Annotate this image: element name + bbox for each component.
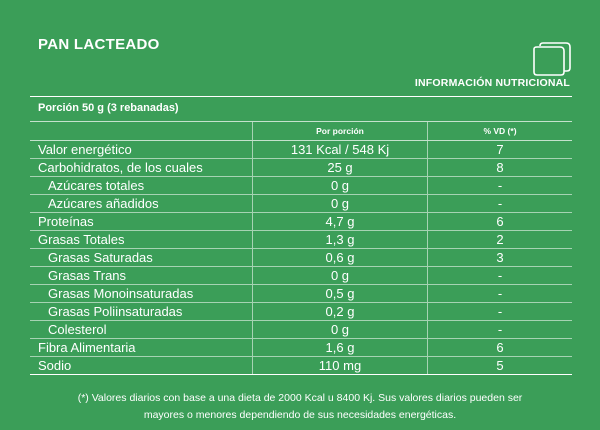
table-row bbox=[30, 267, 572, 285]
nutrient-vd: 8 bbox=[428, 159, 573, 177]
nutrient-name: Grasas Monoinsaturadas bbox=[30, 285, 253, 303]
nutrient-vd: - bbox=[428, 303, 573, 321]
nutrient-amount: 25 g bbox=[253, 159, 428, 177]
nutrient-amount: 1,3 g bbox=[253, 231, 428, 249]
header-daily-value: % VD (*) bbox=[428, 122, 573, 141]
nutrient-vd: - bbox=[428, 195, 573, 213]
nutrient-vd: - bbox=[428, 285, 573, 303]
nutrient-vd: 6 bbox=[428, 213, 573, 231]
nutrient-name: Valor energético bbox=[30, 141, 253, 159]
nutrient-amount: 0,2 g bbox=[253, 303, 428, 321]
nutrient-name: Proteínas bbox=[30, 213, 253, 231]
nutrient-name: Colesterol bbox=[30, 321, 253, 339]
footnote-line: (*) Valores diarios con base a una dieta de 2000 Kcal u 8400 Kj. Sus valores diarios pueden ser bbox=[77, 392, 523, 404]
portion-size: Porción 50 g (3 rebanadas) bbox=[38, 102, 179, 114]
table-row bbox=[30, 195, 572, 213]
nutrient-amount: 0,5 g bbox=[253, 285, 428, 303]
table-row bbox=[30, 159, 572, 177]
nutrient-vd: 6 bbox=[428, 339, 573, 357]
table-row bbox=[30, 339, 572, 357]
table-row bbox=[30, 303, 572, 321]
nutrient-name: Grasas Trans bbox=[30, 267, 253, 285]
nutrient-name: Grasas Totales bbox=[30, 231, 253, 249]
nutrient-vd: 2 bbox=[428, 231, 573, 249]
nutrient-vd: - bbox=[428, 267, 573, 285]
nutrient-name: Azúcares totales bbox=[30, 177, 253, 195]
nutrient-amount: 110 mg bbox=[253, 357, 428, 375]
nutrient-name: Grasas Poliinsaturadas bbox=[30, 303, 253, 321]
nutrient-amount: 0 g bbox=[253, 195, 428, 213]
nutrient-amount: 0,6 g bbox=[253, 249, 428, 267]
nutrition-table bbox=[30, 122, 572, 375]
nutrient-vd: 5 bbox=[428, 357, 573, 375]
nutrient-amount: 131 Kcal / 548 Kj bbox=[253, 141, 428, 159]
bread-slices-icon bbox=[530, 42, 572, 76]
section-subtitle: INFORMACIÓN NUTRICIONAL bbox=[414, 77, 570, 89]
nutrient-vd: 7 bbox=[428, 141, 573, 159]
table-row bbox=[30, 213, 572, 231]
footnote bbox=[20, 390, 580, 424]
table-row bbox=[30, 177, 572, 195]
table-row bbox=[30, 231, 572, 249]
nutrient-amount: 0 g bbox=[253, 177, 428, 195]
nutrient-name: Carbohidratos, de los cuales bbox=[30, 159, 253, 177]
nutrient-name: Grasas Saturadas bbox=[30, 249, 253, 267]
nutrient-amount: 1,6 g bbox=[253, 339, 428, 357]
table-row bbox=[30, 141, 572, 159]
nutrient-name: Sodio bbox=[30, 357, 253, 375]
nutrient-vd: 3 bbox=[428, 249, 573, 267]
nutrient-name: Fibra Alimentaria bbox=[30, 339, 253, 357]
divider bbox=[30, 96, 572, 97]
table-row bbox=[30, 249, 572, 267]
nutrient-amount: 4,7 g bbox=[253, 213, 428, 231]
header-nutrient bbox=[30, 122, 253, 141]
table-header-row bbox=[30, 122, 572, 141]
table-row bbox=[30, 321, 572, 339]
nutrient-vd: - bbox=[428, 321, 573, 339]
product-title: PAN LACTEADO bbox=[38, 36, 160, 53]
nutrient-amount: 0 g bbox=[253, 267, 428, 285]
table-row bbox=[30, 285, 572, 303]
nutrient-name: Azúcares añadidos bbox=[30, 195, 253, 213]
nutrient-vd: - bbox=[428, 177, 573, 195]
header-per-portion: Por porción bbox=[253, 122, 428, 141]
nutrient-amount: 0 g bbox=[253, 321, 428, 339]
footnote-line: mayores o menores dependiendo de sus necesidades energéticas. bbox=[143, 409, 457, 421]
table-row bbox=[30, 357, 572, 375]
